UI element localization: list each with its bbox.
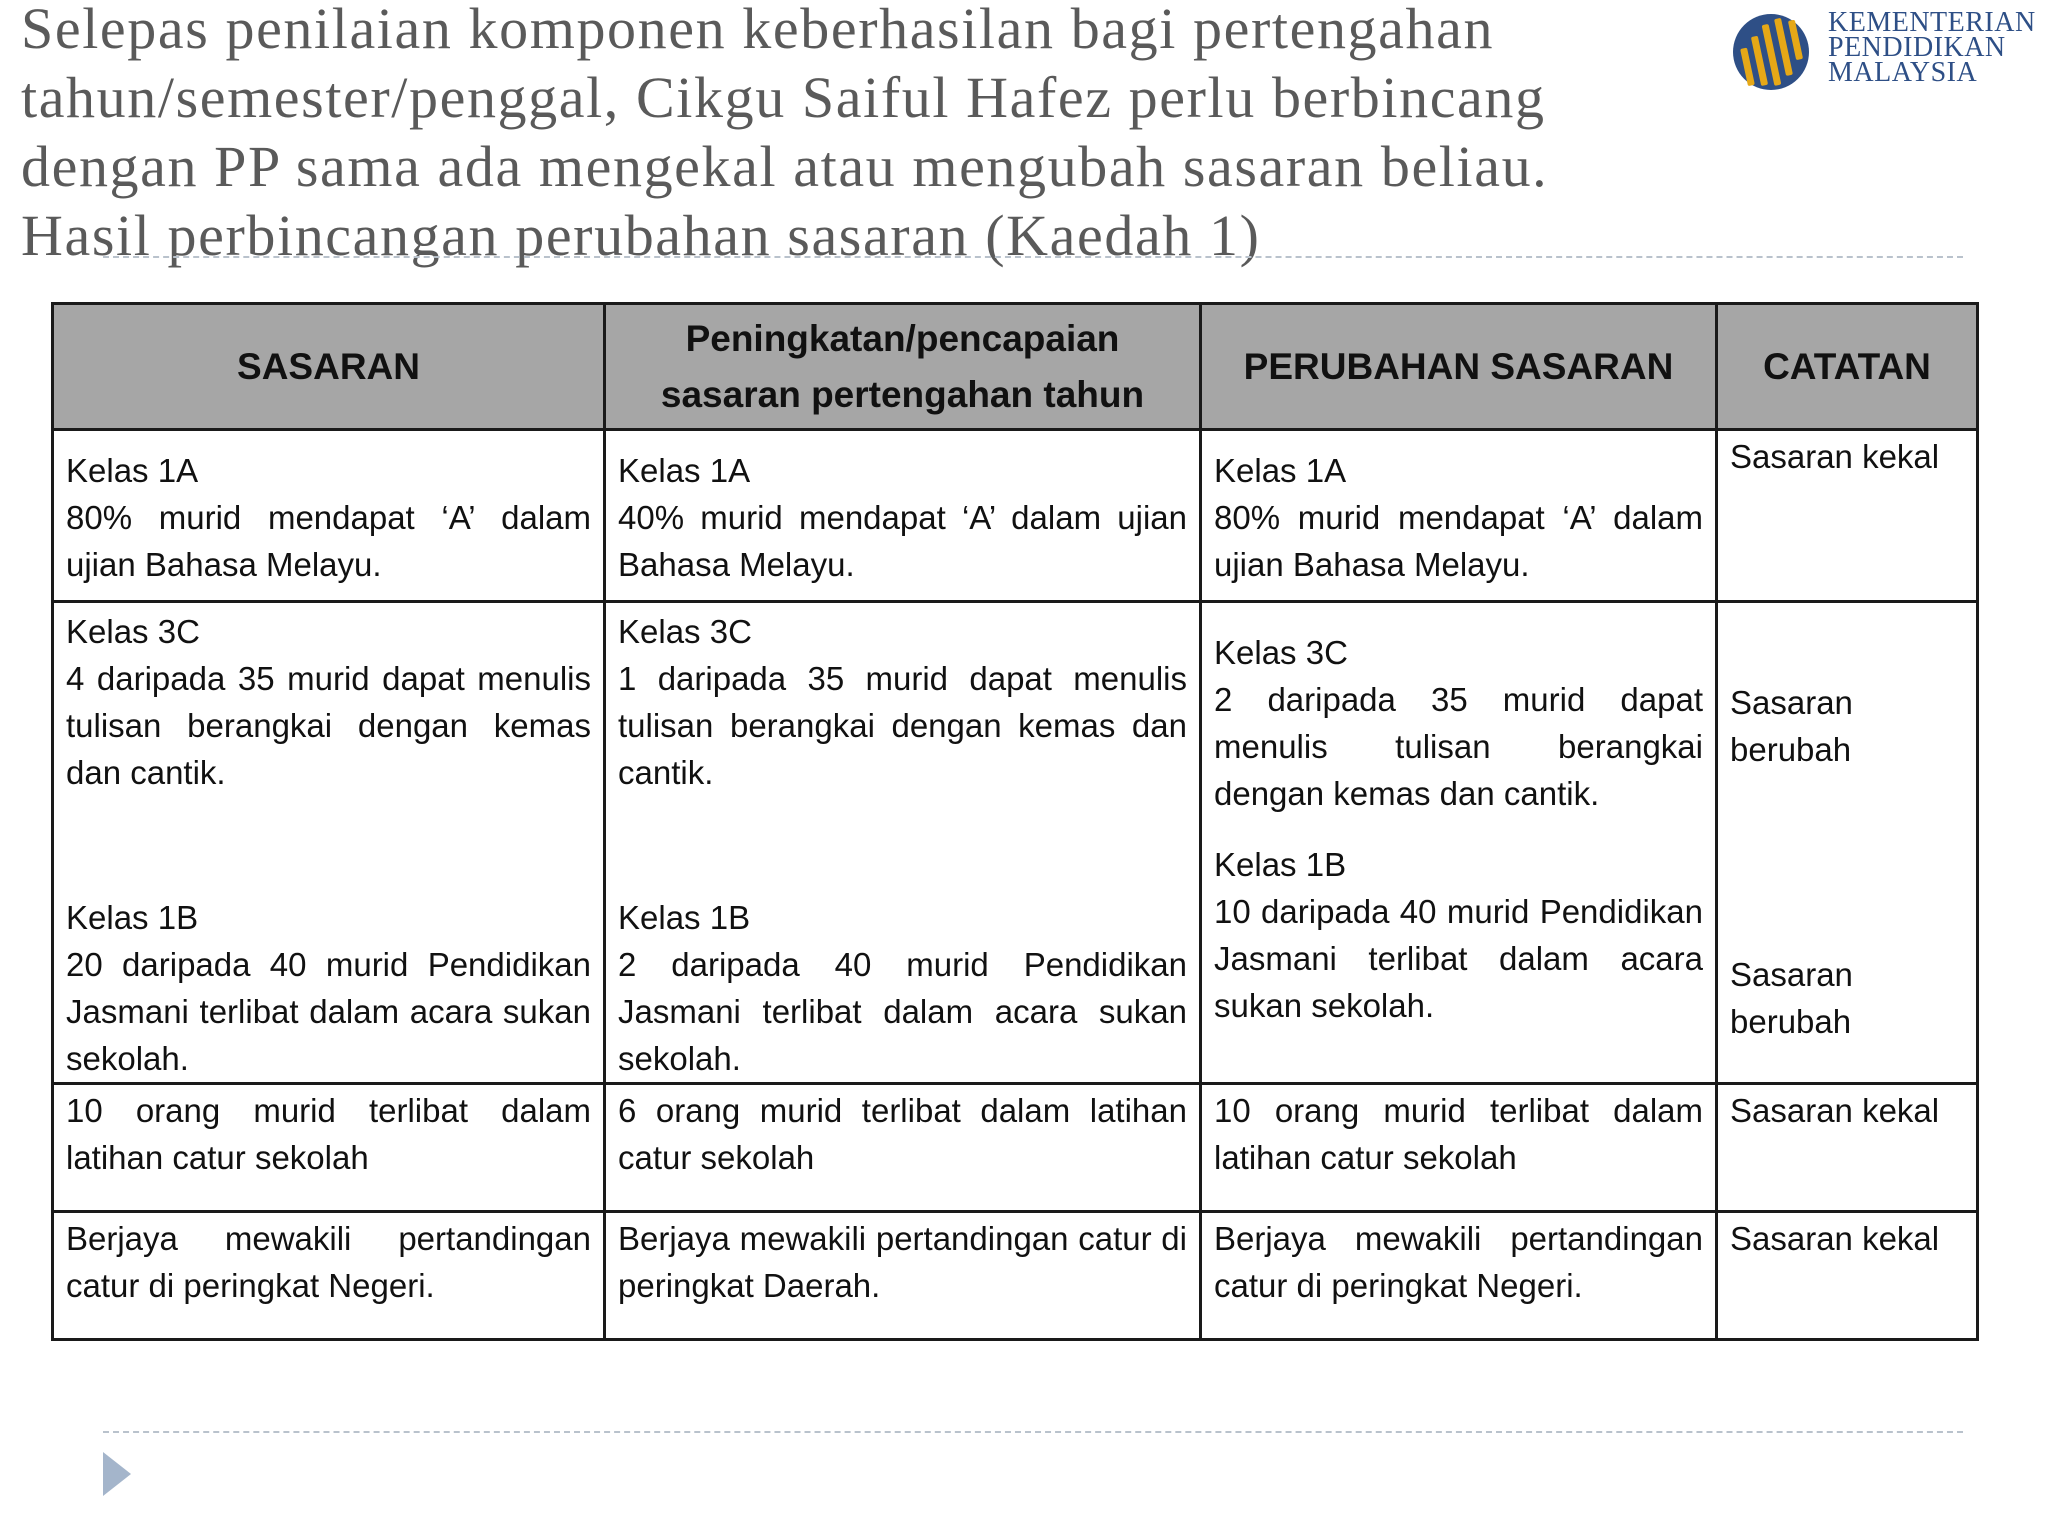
cell-perubahan (1201, 1212, 1717, 1340)
revised-text: 2 daripada 35 murid dapat menulis tulisan berangkai dengan kemas dan cantik. (1214, 681, 1703, 812)
slide-heading (21, 0, 1761, 270)
class-label: Kelas 1B (66, 899, 199, 936)
target-entry (66, 447, 591, 588)
cell-sasaran (53, 430, 605, 602)
header-perubahan: PERUBAHAN SASARAN (1201, 304, 1717, 430)
header-pencapaian: Peningkatan/pencapaian sasaran pertengahan tahun (605, 304, 1201, 430)
revised-entry (1214, 447, 1703, 588)
revised-entry (1214, 841, 1703, 1029)
note-text: Sasaran kekal (1730, 438, 1940, 475)
class-label: Kelas 1A (66, 452, 199, 489)
revised-text: 80% murid mendapat ‘A’ dalam ujian Bahasa Melayu. (1214, 499, 1703, 583)
cell-perubahan (1201, 602, 1717, 1084)
bottom-divider (103, 1431, 1963, 1433)
target-change-table (51, 302, 1979, 1341)
cell-perubahan (1201, 430, 1717, 602)
cell-perubahan (1201, 1084, 1717, 1212)
class-label: Kelas 3C (66, 613, 200, 650)
logo-line-1: KEMENTERIAN (1828, 7, 2036, 38)
achievement-text: 40% murid mendapat ‘A’ dalam ujian Bahasa Melayu. (618, 499, 1187, 583)
cell-sasaran (53, 1212, 605, 1340)
note-text: Sasaran berubah (1730, 684, 1853, 768)
heading-line-4: Hasil perbincangan perubahan sasaran (Kaedah 1) (21, 203, 1261, 268)
note-text: Sasaran kekal (1730, 1220, 1940, 1257)
achievement-text: 2 daripada 40 murid Pendidikan Jasmani terlibat dalam acara sukan sekolah. (618, 946, 1187, 1077)
achievement-entry (618, 608, 1187, 796)
note-text: Sasaran berubah (1730, 956, 1853, 1040)
heading-line-1: Selepas penilaian komponen keberhasilan bagi pertengahan (21, 0, 1495, 61)
class-label: Kelas 1A (1214, 452, 1347, 489)
cell-pencapaian (605, 602, 1201, 1084)
cell-pencapaian (605, 1212, 1201, 1340)
cell-sasaran (53, 1084, 605, 1212)
class-label: Kelas 1A (618, 452, 751, 489)
cell-pencapaian (605, 430, 1201, 602)
table-row (53, 1212, 1978, 1340)
target-text: 10 orang murid terlibat dalam latihan catur sekolah (66, 1092, 591, 1176)
revised-text: 10 daripada 40 murid Pendidikan Jasmani terlibat dalam acara sukan sekolah. (1214, 893, 1703, 1024)
table-header-row (53, 304, 1978, 430)
target-entry (66, 608, 591, 796)
table-row (53, 1084, 1978, 1212)
cell-catatan (1717, 602, 1978, 1084)
revised-text: Berjaya mewakili pertandingan catur di peringkat Negeri. (1214, 1220, 1703, 1304)
achievement-text: Berjaya mewakili pertandingan catur di peringkat Daerah. (618, 1220, 1187, 1304)
target-text: Berjaya mewakili pertandingan catur di peringkat Negeri. (66, 1220, 591, 1304)
logo-line-2: PENDIDIKAN (1828, 32, 2006, 63)
heading-line-2: tahun/semester/penggal, Cikgu Saiful Hafez perlu berbincang (21, 65, 1546, 130)
ministry-logo (1727, 6, 2047, 90)
revised-entry (1214, 629, 1703, 817)
target-text: 4 daripada 35 murid dapat menulis tulisan berangkai dengan kemas dan cantik. (66, 660, 591, 791)
note-text: Sasaran kekal (1730, 1092, 1940, 1129)
header-catatan: CATATAN (1717, 304, 1978, 430)
achievement-entry (618, 447, 1187, 588)
cell-catatan (1717, 1212, 1978, 1340)
revised-text: 10 orang murid terlibat dalam latihan catur sekolah (1214, 1092, 1703, 1176)
cell-catatan (1717, 1084, 1978, 1212)
target-entry (66, 894, 591, 1082)
table-row (53, 430, 1978, 602)
play-arrow-icon (103, 1452, 131, 1496)
ministry-name (1828, 7, 2036, 88)
achievement-text: 6 orang murid terlibat dalam latihan catur sekolah (618, 1092, 1187, 1176)
class-label: Kelas 1B (1214, 846, 1347, 883)
achievement-text: 1 daripada 35 murid dapat menulis tulisan berangkai dengan kemas dan cantik. (618, 660, 1187, 791)
ministry-emblem-icon (1727, 8, 1823, 92)
cell-sasaran (53, 602, 605, 1084)
heading-line-3: dengan PP sama ada mengekal atau mengubah sasaran beliau. (21, 134, 1549, 199)
target-text: 80% murid mendapat ‘A’ dalam ujian Bahasa Melayu. (66, 499, 591, 583)
logo-line-3: MALAYSIA (1828, 57, 1978, 88)
cell-pencapaian (605, 1084, 1201, 1212)
cell-catatan (1717, 430, 1978, 602)
target-text: 20 daripada 40 murid Pendidikan Jasmani terlibat dalam acara sukan sekolah. (66, 946, 591, 1077)
class-label: Kelas 3C (618, 613, 752, 650)
top-divider (103, 256, 1963, 258)
header-sasaran: SASARAN (53, 304, 605, 430)
achievement-entry (618, 894, 1187, 1082)
class-label: Kelas 3C (1214, 634, 1348, 671)
class-label: Kelas 1B (618, 899, 751, 936)
table-row (53, 602, 1978, 1084)
